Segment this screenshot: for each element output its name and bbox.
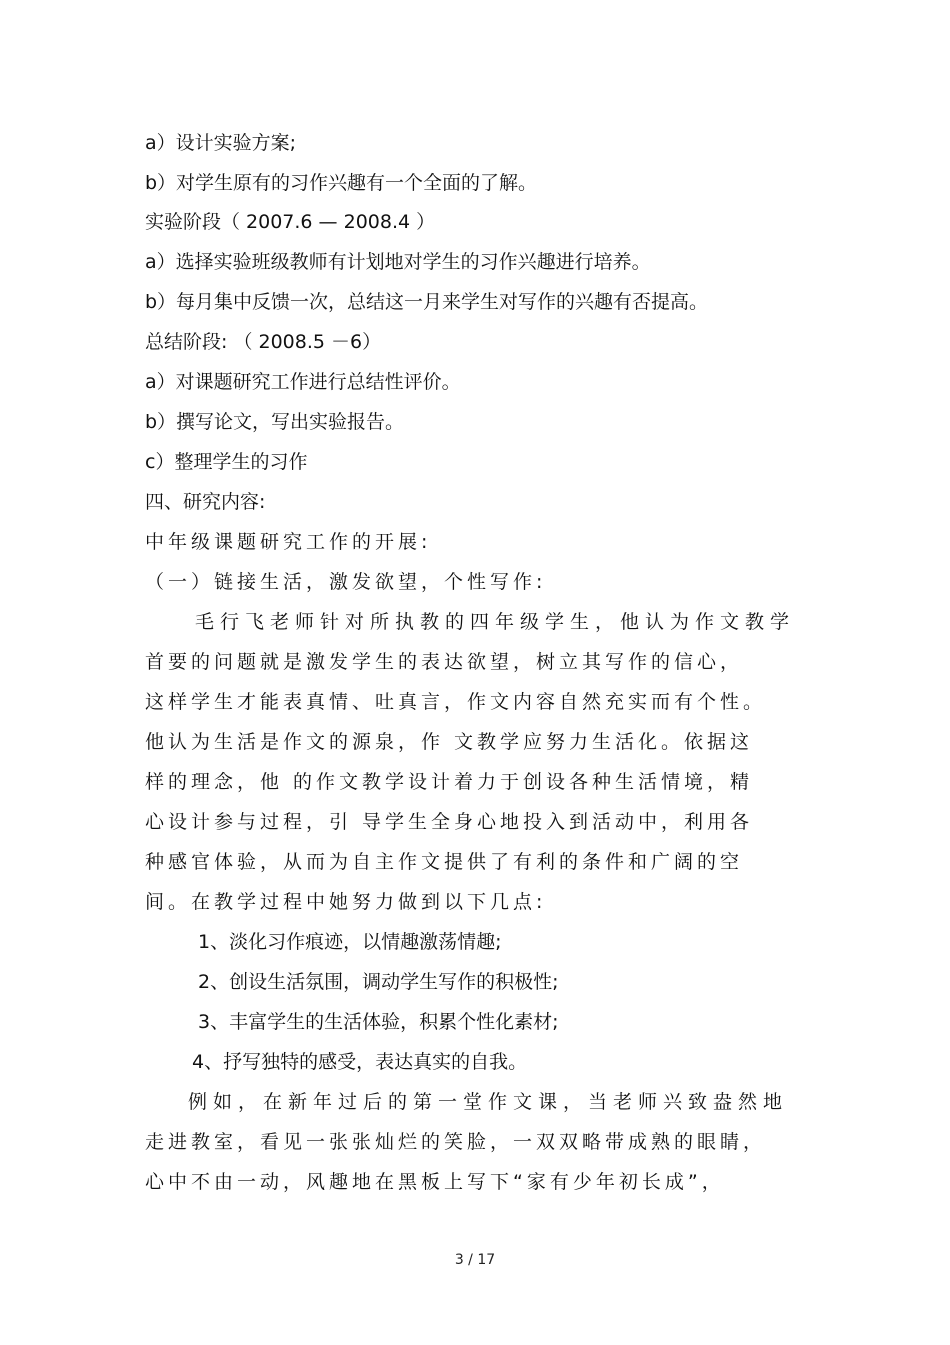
paragraph-line: 毛行飞老师针对所执教的四年级学生，他认为作文教学: [170, 611, 796, 633]
paragraph-line: 心设计参与过程，引 导学生全身心地投入到活动中，利用各: [145, 811, 754, 833]
text-line: b）每月集中反馈一次，总结这一月来学生对写作的兴趣有否提高。: [145, 291, 709, 313]
paragraph-line: 首要的问题就是激发学生的表达欲望，树立其写作的信心，: [145, 651, 744, 673]
text-line: 中年级课题研究工作的开展:: [145, 531, 432, 553]
section-heading: 四、研究内容:: [145, 491, 266, 513]
text-line: a）设计实验方案;: [145, 132, 297, 154]
page-number: 3 / 17: [454, 1252, 496, 1268]
paragraph-line: 样的理念，他 的作文教学设计着力于创设各种生活情境，精: [145, 771, 754, 793]
text-line: b）撰写论文，写出实验报告。: [145, 411, 405, 433]
paragraph-line: 走进教室，看见一张张灿烂的笑脸，一双双略带成熟的眼睛，: [145, 1131, 767, 1153]
list-item: 2、创设生活氛围，调动学生写作的积极性;: [198, 971, 559, 993]
text-line: c）整理学生的习作: [145, 451, 308, 473]
text-line: a）选择实验班级教师有计划地对学生的习作兴趣进行培养。: [145, 251, 651, 273]
text-line: b）对学生原有的习作兴趣有一个全面的了解。: [145, 172, 538, 194]
subsection-heading: （一）链接生活，激发欲望，个性写作:: [145, 571, 547, 593]
paragraph-line: 例如，在新年过后的第一堂作文课，当老师兴致盎然地: [188, 1091, 789, 1113]
paragraph-line: 他认为生活是作文的源泉，作 文教学应努力生活化。依据这: [145, 731, 754, 753]
paragraph-line: 心中不由一动，风趣地在黑板上写下“家有少年初长成”，: [145, 1171, 725, 1193]
list-item: 3、丰富学生的生活体验，积累个性化素材;: [198, 1011, 559, 1033]
list-item: 4、抒写独特的感受，表达真实的自我。: [192, 1051, 528, 1073]
paragraph-line: 这样学生才能表真情、吐真言，作文内容自然充实而有个性。: [145, 691, 767, 713]
list-item: 1、淡化习作痕迹，以情趣激荡情趣;: [198, 931, 502, 953]
text-line: 总结阶段: （ 2008.5 －6）: [145, 331, 382, 353]
paragraph-line: 间。在教学过程中她努力做到以下几点:: [145, 891, 547, 913]
text-line: 实验阶段（ 2007.6 — 2008.4 ）: [145, 211, 436, 233]
paragraph-line: 种感官体验，从而为自主作文提供了有利的条件和广阔的空: [145, 851, 744, 873]
text-line: a）对课题研究工作进行总结性评价。: [145, 371, 461, 393]
